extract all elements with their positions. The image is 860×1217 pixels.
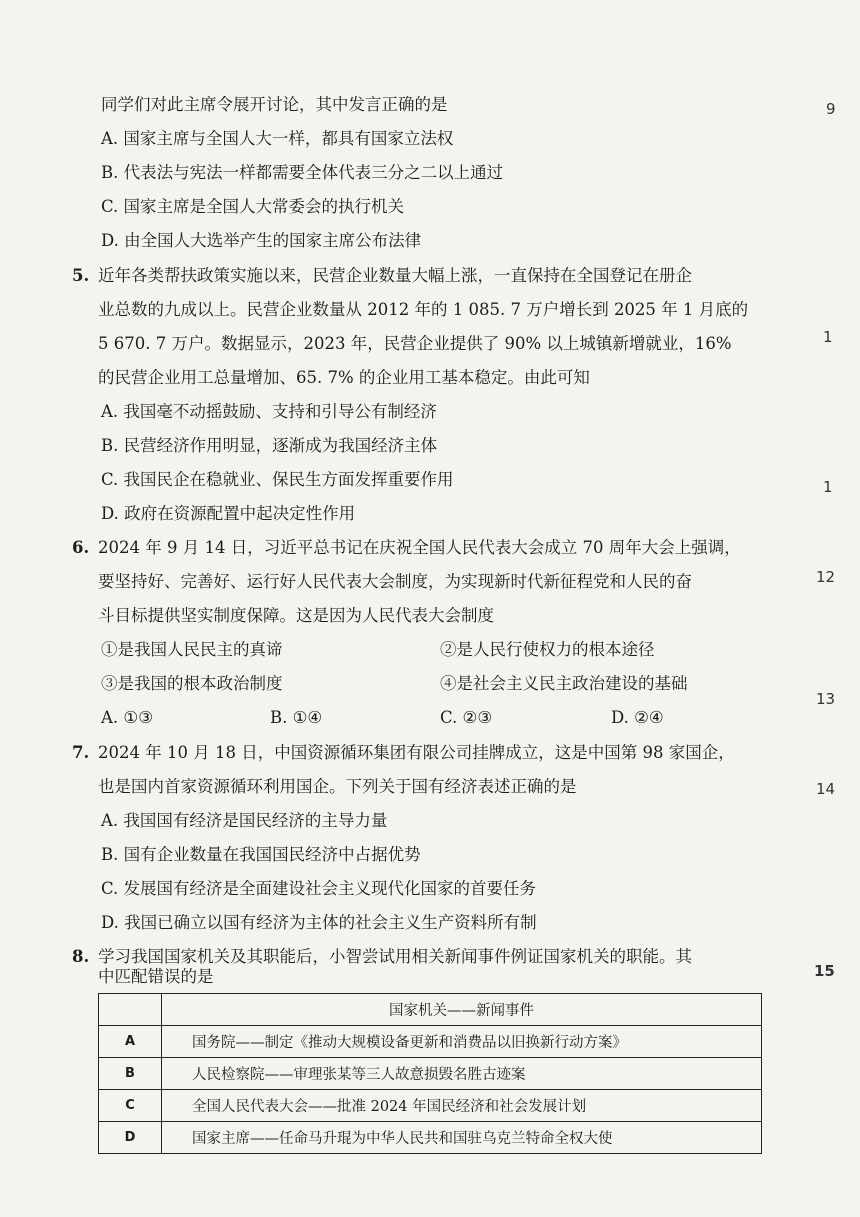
- table-row: [99, 1090, 762, 1122]
- q6-statement-4: ④是社会主义民主政治建设的基础: [440, 674, 688, 693]
- q8-row-value: 国家主席——任命马升琨为中华人民共和国驻乌克兰特命全权大使: [162, 1122, 762, 1154]
- q4-option-c: C. 国家主席是全国人大常委会的执行机关: [101, 197, 405, 216]
- q6-stem-line-1: 2024 年 9 月 14 日，习近平总书记在庆祝全国人民代表大会成立 70 周年大会上强调，: [98, 538, 741, 557]
- table-row: [99, 1122, 762, 1154]
- q6-choice-c: C. ②③: [440, 708, 493, 727]
- margin-number: 1: [823, 478, 833, 496]
- q7-stem-line-1: 2024 年 10 月 18 日，中国资源循环集团有限公司挂牌成立，这是中国第 98 家国企，: [98, 743, 735, 762]
- q6-statement-2: ②是人民行使权力的根本途径: [440, 640, 655, 659]
- q5-stem-line-4: 的民营企业用工总量增加、65. 7% 的企业用工基本稳定。由此可知: [98, 368, 590, 387]
- q6-number: 6.: [72, 538, 90, 557]
- q5-option-d: D. 政府在资源配置中起决定性作用: [101, 504, 356, 523]
- q8-row-key: A: [99, 1026, 162, 1058]
- q4-option-d: D. 由全国人大选举产生的国家主席公布法律: [101, 231, 422, 250]
- table-row: [99, 1026, 762, 1058]
- q6-statement-1: ①是我国人民民主的真谛: [101, 640, 283, 659]
- q4-option-a: A. 国家主席与全国人大一样，都具有国家立法权: [101, 129, 454, 148]
- q5-option-a: A. 我国毫不动摇鼓励、支持和引导公有制经济: [101, 402, 437, 421]
- margin-number: 12: [816, 568, 836, 586]
- q5-stem-line-3: 5 670. 7 万户。数据显示，2023 年，民营企业提供了 90% 以上城镇新增就业，16%: [98, 334, 732, 353]
- q8-stem-line-2: 中匹配错误的是: [98, 967, 214, 986]
- q8-number: 8.: [72, 947, 90, 966]
- q5-stem-line-2: 业总数的九成以上。民营企业数量从 2012 年的 1 085. 7 万户增长到 2025 年 1 月底的: [98, 300, 749, 319]
- q6-choice-d: D. ②④: [611, 708, 664, 727]
- q8-row-value: 人民检察院——审理张某等三人故意损毁名胜古迹案: [162, 1058, 762, 1090]
- q8-row-value: 国务院——制定《推动大规模设备更新和消费品以旧换新行动方案》: [162, 1026, 762, 1058]
- q6-choice-b: B. ①④: [270, 708, 323, 727]
- q5-option-b: B. 民营经济作用明显，逐渐成为我国经济主体: [101, 436, 438, 455]
- margin-number: 15: [814, 962, 835, 980]
- q8-table-header-row: [99, 994, 762, 1026]
- margin-number: 13: [816, 690, 836, 708]
- q8-row-key: C: [99, 1090, 162, 1122]
- q7-option-d: D. 我国已确立以国有经济为主体的社会主义生产资料所有制: [101, 913, 537, 932]
- q6-stem-line-2: 要坚持好、完善好、运行好人民代表大会制度，为实现新时代新征程党和人民的奋: [98, 572, 692, 591]
- q8-table-corner-cell: [99, 994, 162, 1026]
- q7-option-a: A. 我国国有经济是国民经济的主导力量: [101, 811, 388, 830]
- q7-stem-line-2: 也是国内首家资源循环利用国企。下列关于国有经济表述正确的是: [98, 777, 577, 796]
- q4-option-b: B. 代表法与宪法一样都需要全体代表三分之二以上通过: [101, 163, 504, 182]
- q5-stem-line-1: 近年各类帮扶政策实施以来，民营企业数量大幅上涨，一直保持在全国登记在册企: [98, 266, 692, 285]
- q6-statement-3: ③是我国的根本政治制度: [101, 674, 283, 693]
- q8-table-header: 国家机关——新闻事件: [162, 994, 762, 1026]
- q8-row-value: 全国人民代表大会——批准 2024 年国民经济和社会发展计划: [162, 1090, 762, 1122]
- q8-table: [98, 993, 762, 1154]
- margin-number: 1: [823, 328, 833, 346]
- q8-row-key: D: [99, 1122, 162, 1154]
- table-row: [99, 1058, 762, 1090]
- q5-option-c: C. 我国民企在稳就业、保民生方面发挥重要作用: [101, 470, 454, 489]
- margin-number: 9: [826, 100, 836, 118]
- margin-number: 14: [816, 780, 836, 798]
- q6-stem-line-3: 斗目标提供坚实制度保障。这是因为人民代表大会制度: [98, 606, 494, 625]
- q7-option-b: B. 国有企业数量在我国国民经济中占据优势: [101, 845, 421, 864]
- q8-stem-line-1: 学习我国国家机关及其职能后，小智尝试用相关新闻事件例证国家机关的职能。其: [98, 947, 692, 966]
- q8-row-key: B: [99, 1058, 162, 1090]
- q6-choice-a: A. ①③: [101, 708, 153, 727]
- q4-stem: 同学们对此主席令展开讨论，其中发言正确的是: [101, 95, 448, 114]
- q7-number: 7.: [72, 743, 90, 762]
- q7-option-c: C. 发展国有经济是全面建设社会主义现代化国家的首要任务: [101, 879, 537, 898]
- q5-number: 5.: [72, 266, 90, 285]
